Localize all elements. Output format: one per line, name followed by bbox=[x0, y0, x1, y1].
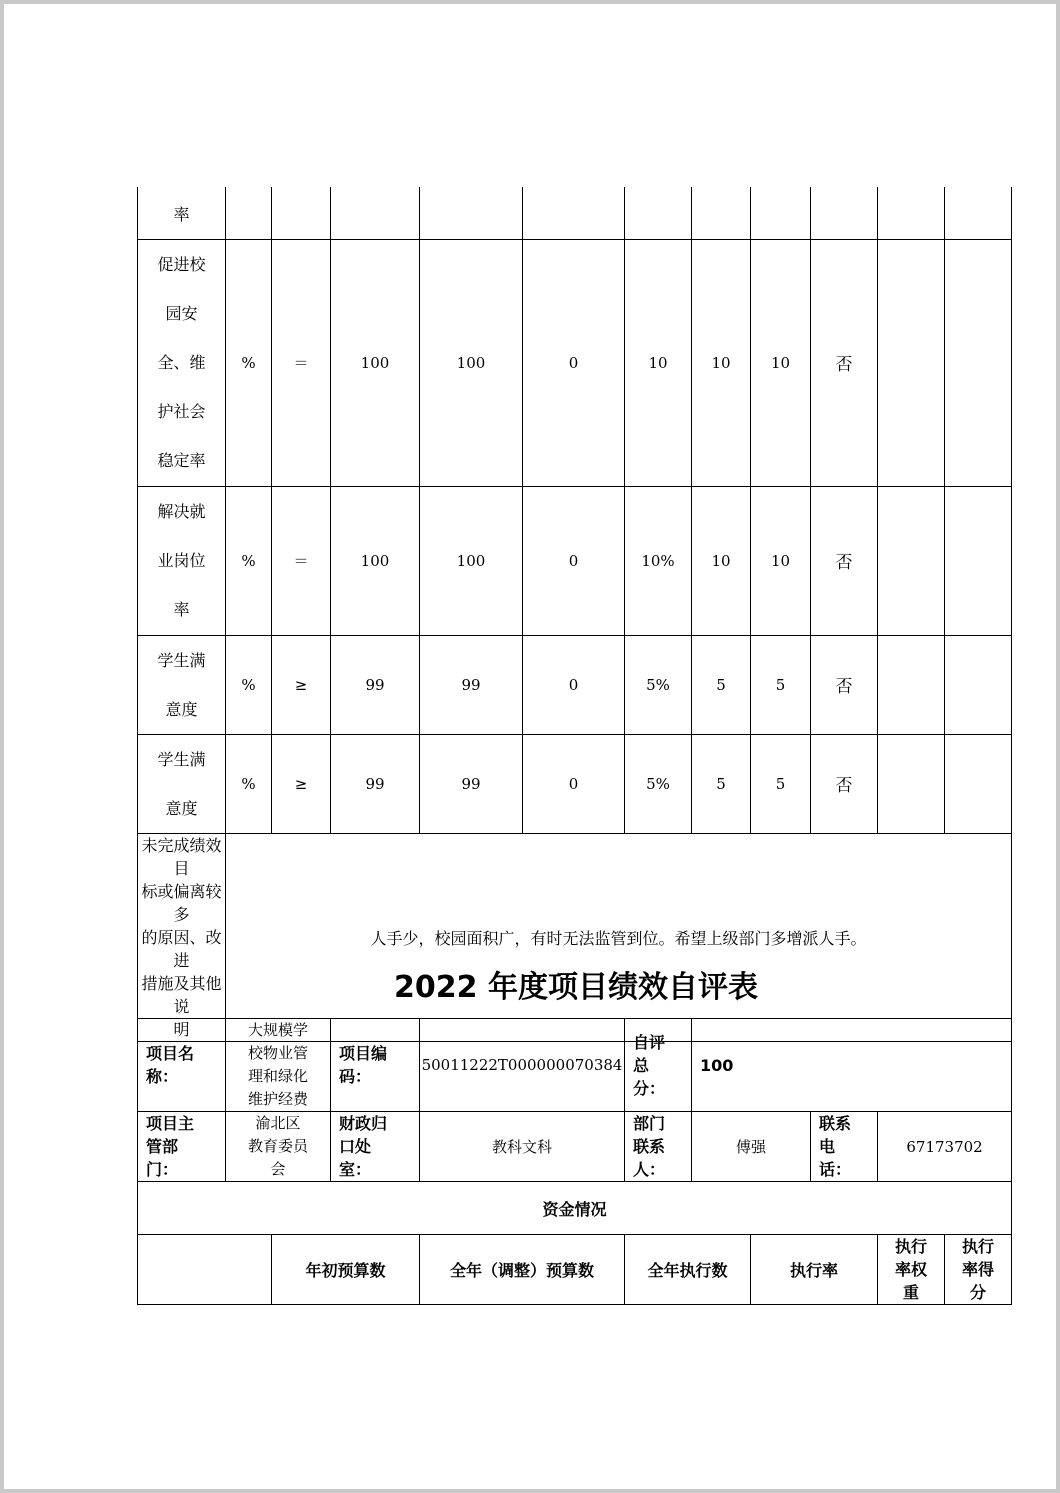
indicator-weight: 5% bbox=[625, 734, 692, 833]
indicator-changed-flag: 否 bbox=[811, 239, 878, 486]
indicator-deviation: 0 bbox=[523, 486, 625, 635]
project-name-row bbox=[138, 1019, 1012, 1112]
indicator-actual-value: 100 bbox=[420, 239, 523, 486]
indicator-unit: % bbox=[226, 486, 272, 635]
performance-indicator-table bbox=[137, 187, 1012, 1042]
contact-value: 傅强 bbox=[692, 1112, 811, 1182]
indicator-operator: ＝ bbox=[272, 486, 331, 635]
fund-col-rate-weight: 执行 率权 重 bbox=[878, 1235, 945, 1305]
indicator-target-value: 99 bbox=[331, 734, 420, 833]
indicator-name: 学生满 意度 bbox=[138, 734, 226, 833]
indicator-deviation: 0 bbox=[523, 635, 625, 734]
indicator-actual-value: 100 bbox=[420, 486, 523, 635]
self-score-value: 100 bbox=[692, 1019, 1012, 1112]
note-label: 未完成绩效目 标或偏离较多 的原因、改进 措施及其他说 明 bbox=[138, 833, 226, 1041]
fund-col-adjusted-budget: 全年（调整）预算数 bbox=[420, 1235, 625, 1305]
indicator-score: 5 bbox=[692, 734, 751, 833]
indicator-changed-flag: 否 bbox=[811, 486, 878, 635]
indicator-operator: ≥ bbox=[272, 635, 331, 734]
indicator-operator bbox=[272, 187, 331, 239]
empty-cell bbox=[945, 486, 1012, 635]
indicator-adjusted-score bbox=[751, 187, 811, 239]
phone-value: 67173702 bbox=[878, 1112, 1012, 1182]
indicator-weight: 10 bbox=[625, 239, 692, 486]
indicator-changed-flag bbox=[811, 187, 878, 239]
indicator-name: 学生满 意度 bbox=[138, 635, 226, 734]
indicator-actual-value: 99 bbox=[420, 734, 523, 833]
indicator-row bbox=[138, 734, 1012, 833]
fund-blank-cell bbox=[138, 1235, 272, 1305]
fund-col-executed: 全年执行数 bbox=[625, 1235, 751, 1305]
indicator-score: 10 bbox=[692, 486, 751, 635]
fund-col-initial-budget: 年初预算数 bbox=[272, 1235, 420, 1305]
indicator-row bbox=[138, 486, 1012, 635]
indicator-weight: 5% bbox=[625, 635, 692, 734]
dept-label: 项目主 管部 门： bbox=[138, 1112, 226, 1182]
finance-office-value: 教科文科 bbox=[420, 1112, 625, 1182]
empty-cell bbox=[945, 239, 1012, 486]
empty-cell bbox=[945, 734, 1012, 833]
empty-cell bbox=[945, 187, 1012, 239]
indicator-changed-flag: 否 bbox=[811, 734, 878, 833]
indicator-operator: ≥ bbox=[272, 734, 331, 833]
dept-value: 渝北区 教育委员 会 bbox=[226, 1112, 331, 1182]
indicator-row bbox=[138, 187, 1012, 239]
indicator-unit bbox=[226, 187, 272, 239]
indicator-adjusted-score: 10 bbox=[751, 486, 811, 635]
phone-label: 联系 电 话： bbox=[811, 1112, 878, 1182]
indicator-adjusted-score: 10 bbox=[751, 239, 811, 486]
indicator-score: 10 bbox=[692, 239, 751, 486]
indicator-name: 促进校 园安 全、维 护社会 稳定率 bbox=[138, 239, 226, 486]
indicator-weight: 10% bbox=[625, 486, 692, 635]
indicator-name: 解决就 业岗位 率 bbox=[138, 486, 226, 635]
indicator-score bbox=[692, 187, 751, 239]
indicator-unit: % bbox=[226, 635, 272, 734]
fund-heading-row bbox=[138, 1182, 1012, 1235]
project-name-value: 大规模学 校物业管 理和绿化 维护经费 bbox=[226, 1019, 331, 1112]
indicator-adjusted-score: 5 bbox=[751, 734, 811, 833]
indicator-changed-flag: 否 bbox=[811, 635, 878, 734]
project-code-label: 项目编 码： bbox=[331, 1019, 420, 1112]
indicator-name: 率 bbox=[138, 187, 226, 239]
empty-cell bbox=[878, 486, 945, 635]
indicator-deviation bbox=[523, 187, 625, 239]
project-dept-row bbox=[138, 1112, 1012, 1182]
indicator-target-value: 100 bbox=[331, 486, 420, 635]
indicator-adjusted-score: 5 bbox=[751, 635, 811, 734]
indicator-score: 5 bbox=[692, 635, 751, 734]
fund-heading: 资金情况 bbox=[138, 1182, 1012, 1235]
note-text: 人手少，校园面积广，有时无法监管到位。希望上级部门多增派人手。 bbox=[226, 833, 1012, 1041]
empty-cell bbox=[878, 239, 945, 486]
contact-label: 部门 联系 人： bbox=[625, 1112, 692, 1182]
fund-col-rate-score: 执行 率得 分 bbox=[945, 1235, 1012, 1305]
indicator-weight bbox=[625, 187, 692, 239]
empty-cell bbox=[878, 187, 945, 239]
finance-office-label: 财政归 口处 室： bbox=[331, 1112, 420, 1182]
empty-cell bbox=[878, 635, 945, 734]
indicator-target-value bbox=[331, 187, 420, 239]
project-info-table bbox=[137, 1018, 1012, 1305]
fund-columns-row bbox=[138, 1235, 1012, 1305]
indicator-deviation: 0 bbox=[523, 734, 625, 833]
indicator-unit: % bbox=[226, 734, 272, 833]
indicator-row bbox=[138, 635, 1012, 734]
indicator-operator: ＝ bbox=[272, 239, 331, 486]
self-score-label: 自评 总 分： bbox=[625, 1019, 692, 1112]
project-code-value: 50011222T000000070384 bbox=[420, 1019, 625, 1112]
indicator-target-value: 100 bbox=[331, 239, 420, 486]
form-title: 2022 年度项目绩效自评表 bbox=[394, 970, 758, 1005]
project-name-label: 项目名 称： bbox=[138, 1019, 226, 1112]
indicator-target-value: 99 bbox=[331, 635, 420, 734]
note-row bbox=[138, 833, 1012, 1041]
indicator-row bbox=[138, 239, 1012, 486]
indicator-unit: % bbox=[226, 239, 272, 486]
indicator-deviation: 0 bbox=[523, 239, 625, 486]
fund-col-exec-rate: 执行率 bbox=[751, 1235, 878, 1305]
indicator-actual-value bbox=[420, 187, 523, 239]
empty-cell bbox=[878, 734, 945, 833]
indicator-actual-value: 99 bbox=[420, 635, 523, 734]
empty-cell bbox=[945, 635, 1012, 734]
